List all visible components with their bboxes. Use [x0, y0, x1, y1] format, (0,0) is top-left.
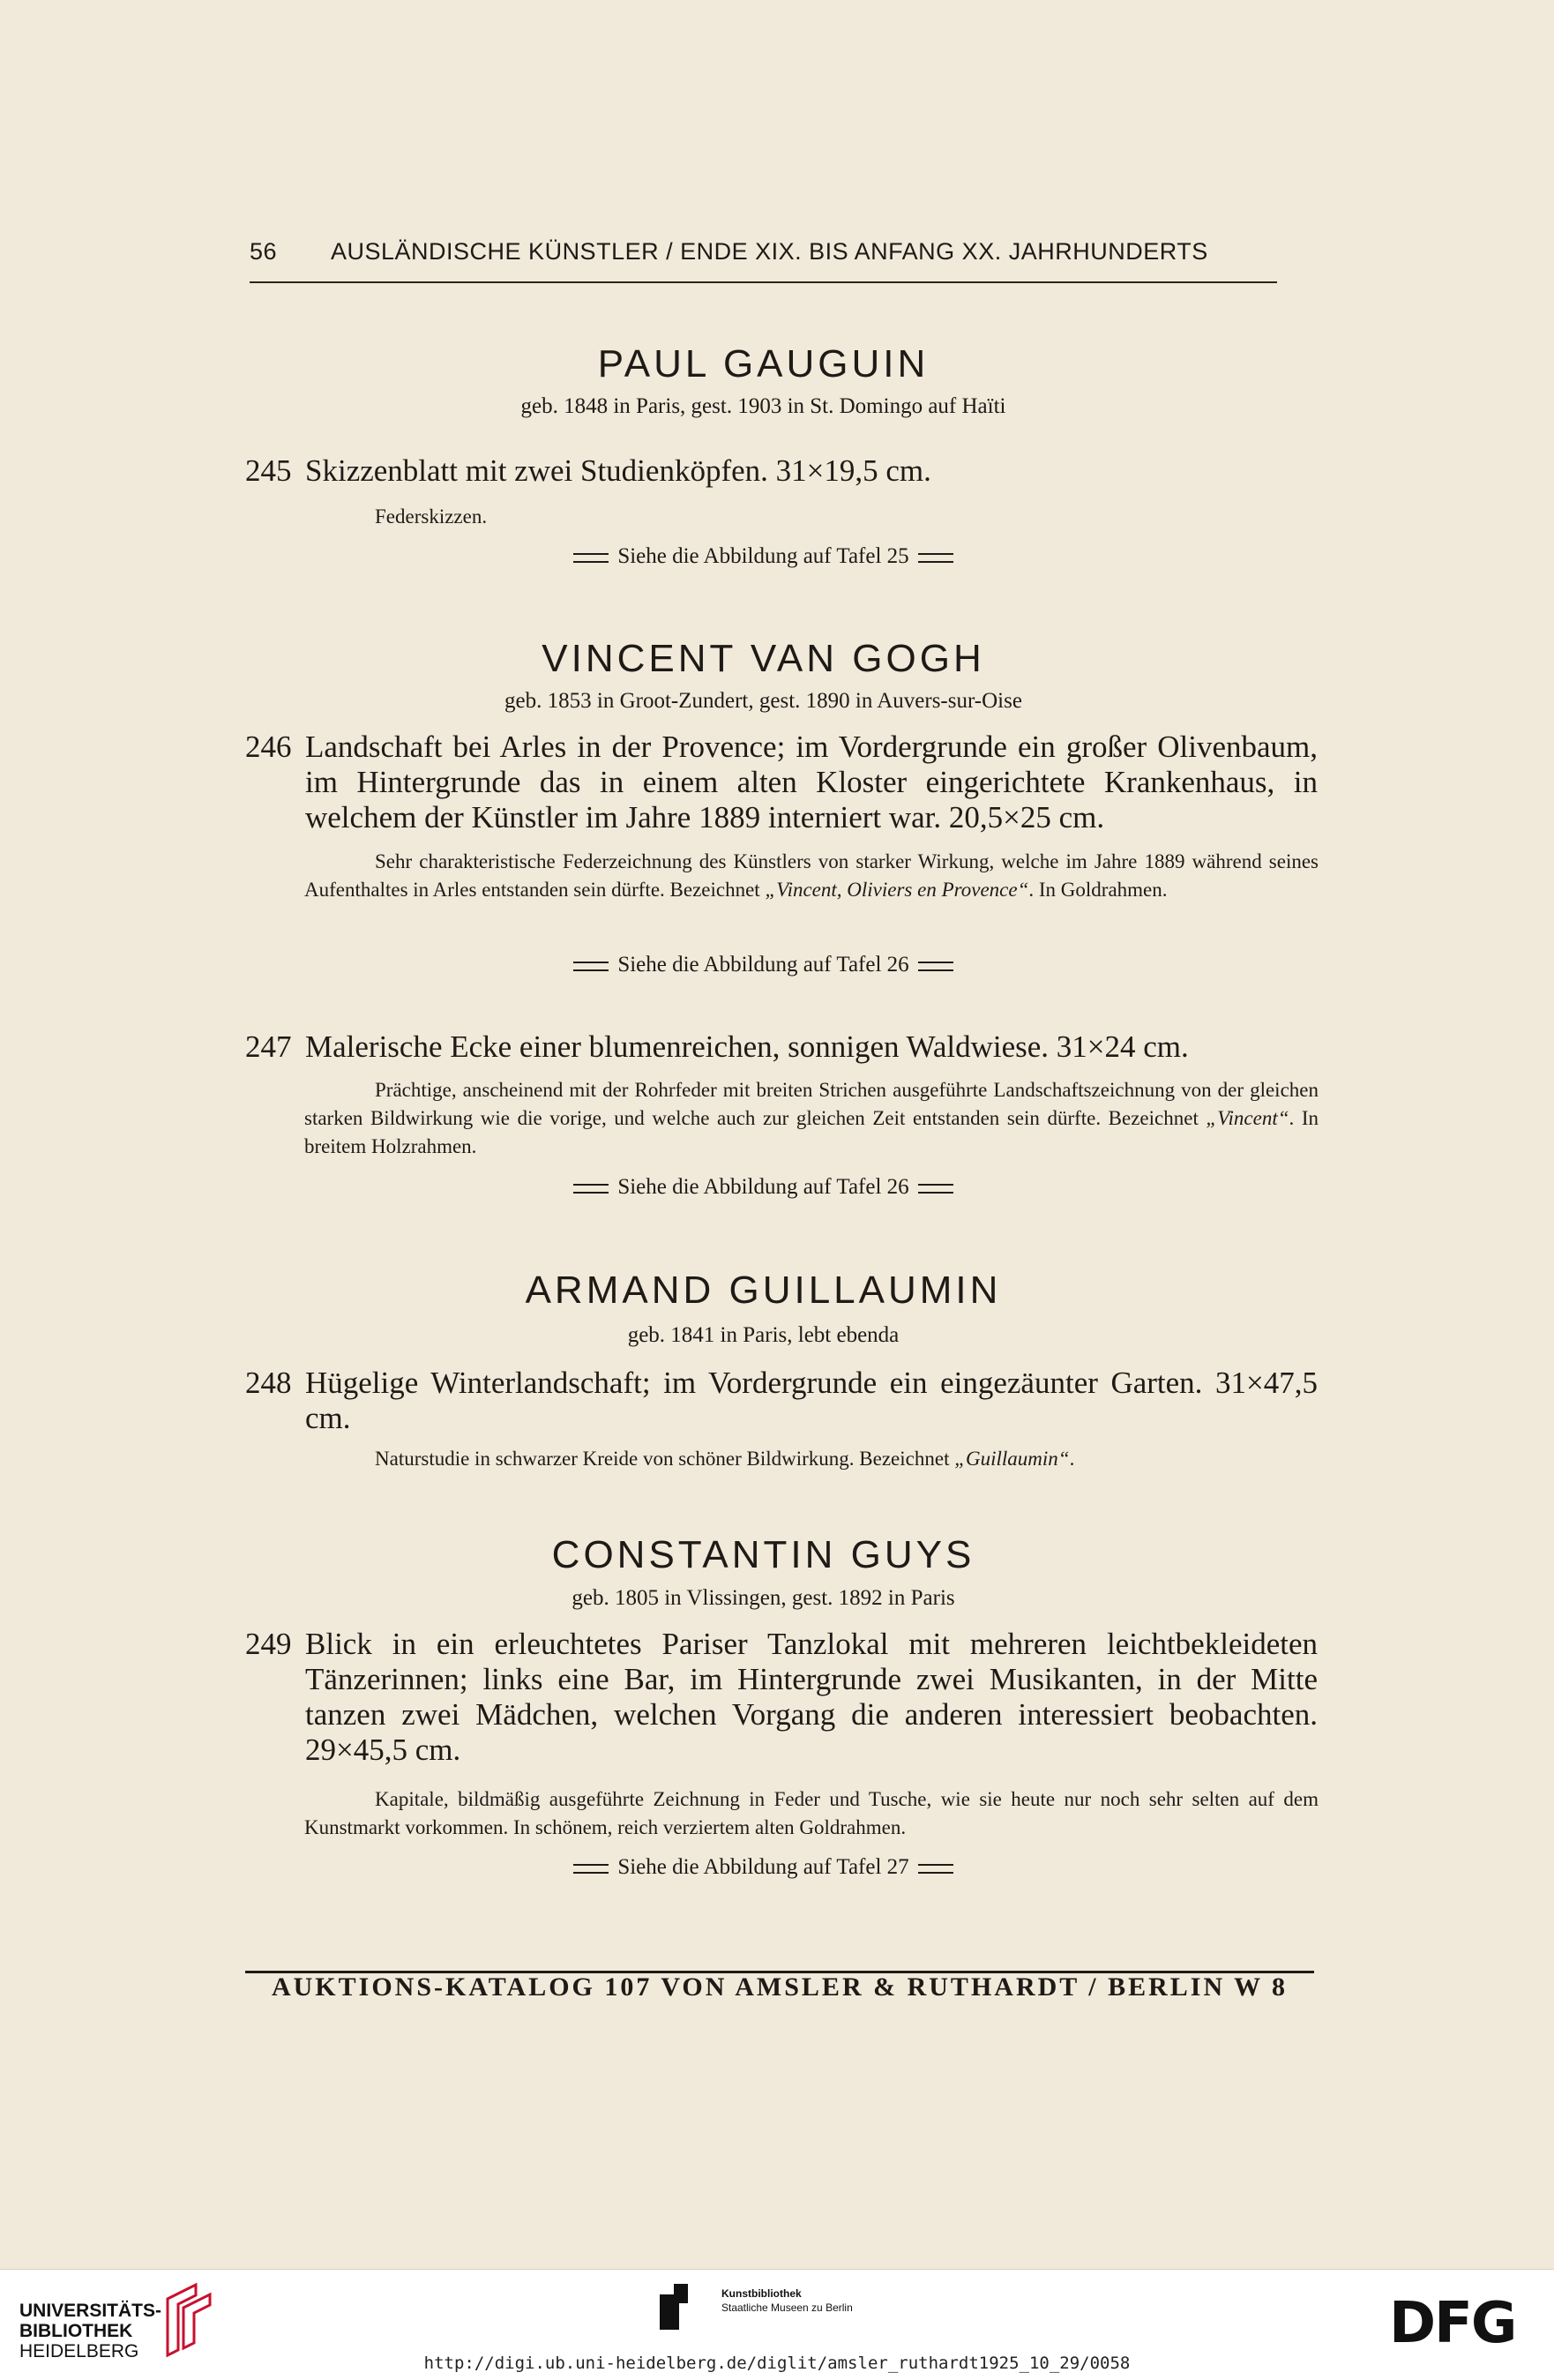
plate-reference — [250, 544, 1277, 569]
plate-reference — [250, 953, 1277, 977]
artist-heading: VINCENT VAN GOGH — [542, 637, 985, 680]
library-line-2: BIBLIOTHEK — [19, 2321, 133, 2341]
lot-note-tail: . In Goldrahmen. — [1028, 879, 1168, 901]
library-name[interactable] — [19, 2301, 161, 2361]
kunstbibliothek-logo-icon[interactable] — [658, 2282, 711, 2335]
plate-reference-text: Siehe die Abbildung auf Tafel 26 — [617, 953, 909, 977]
lot-title: Hügelige Winterlandschaft; im Vordergrunde ein eingezäunter Garten. 31×47,5 cm. — [305, 1366, 1318, 1435]
artist-heading: ARMAND GUILLAUMIN — [525, 1269, 1002, 1312]
kunstbibliothek-label[interactable] — [721, 2286, 853, 2315]
lot-note — [304, 1785, 1319, 1842]
lot-note-tail: . — [1069, 1448, 1075, 1470]
lot-number: 245 — [245, 453, 292, 488]
kb-subtitle: Staatliche Museen zu Berlin — [721, 2301, 853, 2314]
page-number: 56 — [250, 238, 278, 265]
lot-number: 249 — [245, 1627, 292, 1661]
artist-bio: geb. 1841 in Paris, lebt ebenda — [627, 1323, 900, 1347]
dfg-logo[interactable]: DFG — [1389, 2291, 1516, 2356]
library-line-1: UNIVERSITÄTS- — [19, 2301, 162, 2321]
plate-reference — [250, 1855, 1277, 1880]
artist-bio: geb. 1805 in Vlissingen, gest. 1892 in Paris — [572, 1586, 955, 1610]
artist-heading: PAUL GAUGUIN — [597, 342, 930, 385]
lot-title: Skizzenblatt mit zwei Studienköpfen. 31×19,5 cm. — [305, 453, 931, 488]
lot-number: 248 — [245, 1366, 292, 1400]
lot-entry — [245, 730, 1318, 835]
permalink-url[interactable]: http://digi.ub.uni-heidelberg.de/diglit/amsler_ruthardt1925_10_29/0058 — [423, 2354, 1131, 2373]
lot-note-text: Naturstudie in schwarzer Kreide von schöner Bildwirkung. Bezeichnet — [375, 1448, 955, 1470]
lot-note-text: Federskizzen. — [375, 505, 488, 528]
running-head — [250, 238, 1277, 283]
lot-number: 247 — [245, 1029, 292, 1064]
plate-reference-text: Siehe die Abbildung auf Tafel 25 — [617, 544, 909, 568]
plate-reference-text: Siehe die Abbildung auf Tafel 27 — [617, 1855, 909, 1879]
artist-heading: CONSTANTIN GUYS — [551, 1533, 975, 1576]
lot-note-signature: „Vincent, Oliviers en Provence“ — [765, 879, 1029, 901]
lot-note-text: Kapitale, bildmäßig ausgeführte Zeichnung in Feder und Tusche, wie sie heute nur noch sehr selten auf dem Kunstmarkt vorkommen. In schönem, reich verziertem alten Goldrahmen. — [304, 1788, 1319, 1838]
lot-note-signature: „Vincent“ — [1206, 1107, 1289, 1129]
kb-name: Kunstbibliothek — [721, 2287, 802, 2300]
lot-note-signature: „Guillaumin“ — [954, 1448, 1070, 1470]
running-title: AUSLÄNDISCHE KÜNSTLER / ENDE XIX. BIS ANFANG XX. JAHRHUNDERTS — [331, 238, 1208, 265]
lot-note — [304, 1076, 1319, 1161]
lot-entry — [245, 1366, 1318, 1436]
lot-note — [304, 1445, 1319, 1473]
lot-title: Landschaft bei Arles in der Provence; im Vordergrunde ein großer Olivenbaum, im Hintergrunde das in einem alten Kloster eingerichtete Krankenhaus, in welchem der Künstler im Jahre 1889 interniert war. 20,5×25 cm. — [305, 730, 1318, 834]
catalog-footer: AUKTIONS-KATALOG 107 VON AMSLER & RUTHARDT / BERLIN W 8 — [271, 1972, 1289, 2002]
lot-title: Blick in ein erleuchtetes Pariser Tanzlokal mit mehreren leichtbekleideten Tänzerinnen; links eine Bar, im Hintergrunde zwei Musikanten, in der Mitte tanzen zwei Mädchen, welchen Vorgang die anderen interessiert beobachten. 29×45,5 cm. — [305, 1627, 1318, 1767]
plate-reference — [250, 1175, 1277, 1200]
lot-note-text: Sehr charakteristische Federzeichnung des Künstlers von starker Wirkung, welche im Jahre 1889 während seines Aufenthaltes in Arles entstanden sein dürfte. Bezeichnet — [304, 850, 1319, 901]
lot-entry — [245, 1029, 1318, 1065]
library-line-3: HEIDELBERG — [19, 2341, 139, 2361]
lot-note-text: Prächtige, anscheinend mit der Rohrfeder mit breiten Strichen ausgeführte Landschaftszeichnung von der gleichen starken Bildwirkung wie die vorige, und welche auch zur gleichen Zeit entstanden sein dürfte. Bezeichnet — [304, 1079, 1319, 1129]
lot-entry — [245, 453, 1318, 489]
lot-entry — [245, 1627, 1318, 1768]
lot-title: Malerische Ecke einer blumenreichen, sonnigen Waldwiese. 31×24 cm. — [305, 1029, 1189, 1064]
plate-reference-text: Siehe die Abbildung auf Tafel 26 — [617, 1175, 909, 1199]
lot-note-tail: . In breitem Holzrahmen. — [304, 1107, 1319, 1157]
lot-note — [304, 848, 1319, 904]
ub-heidelberg-logo-icon[interactable] — [161, 2281, 213, 2361]
artist-bio: geb. 1848 in Paris, gest. 1903 in St. Domingo auf Haïti — [520, 394, 1006, 418]
artist-bio: geb. 1853 in Groot-Zundert, gest. 1890 in Auvers-sur-Oise — [504, 689, 1022, 713]
lot-note — [304, 503, 1319, 531]
lot-number: 246 — [245, 730, 292, 764]
